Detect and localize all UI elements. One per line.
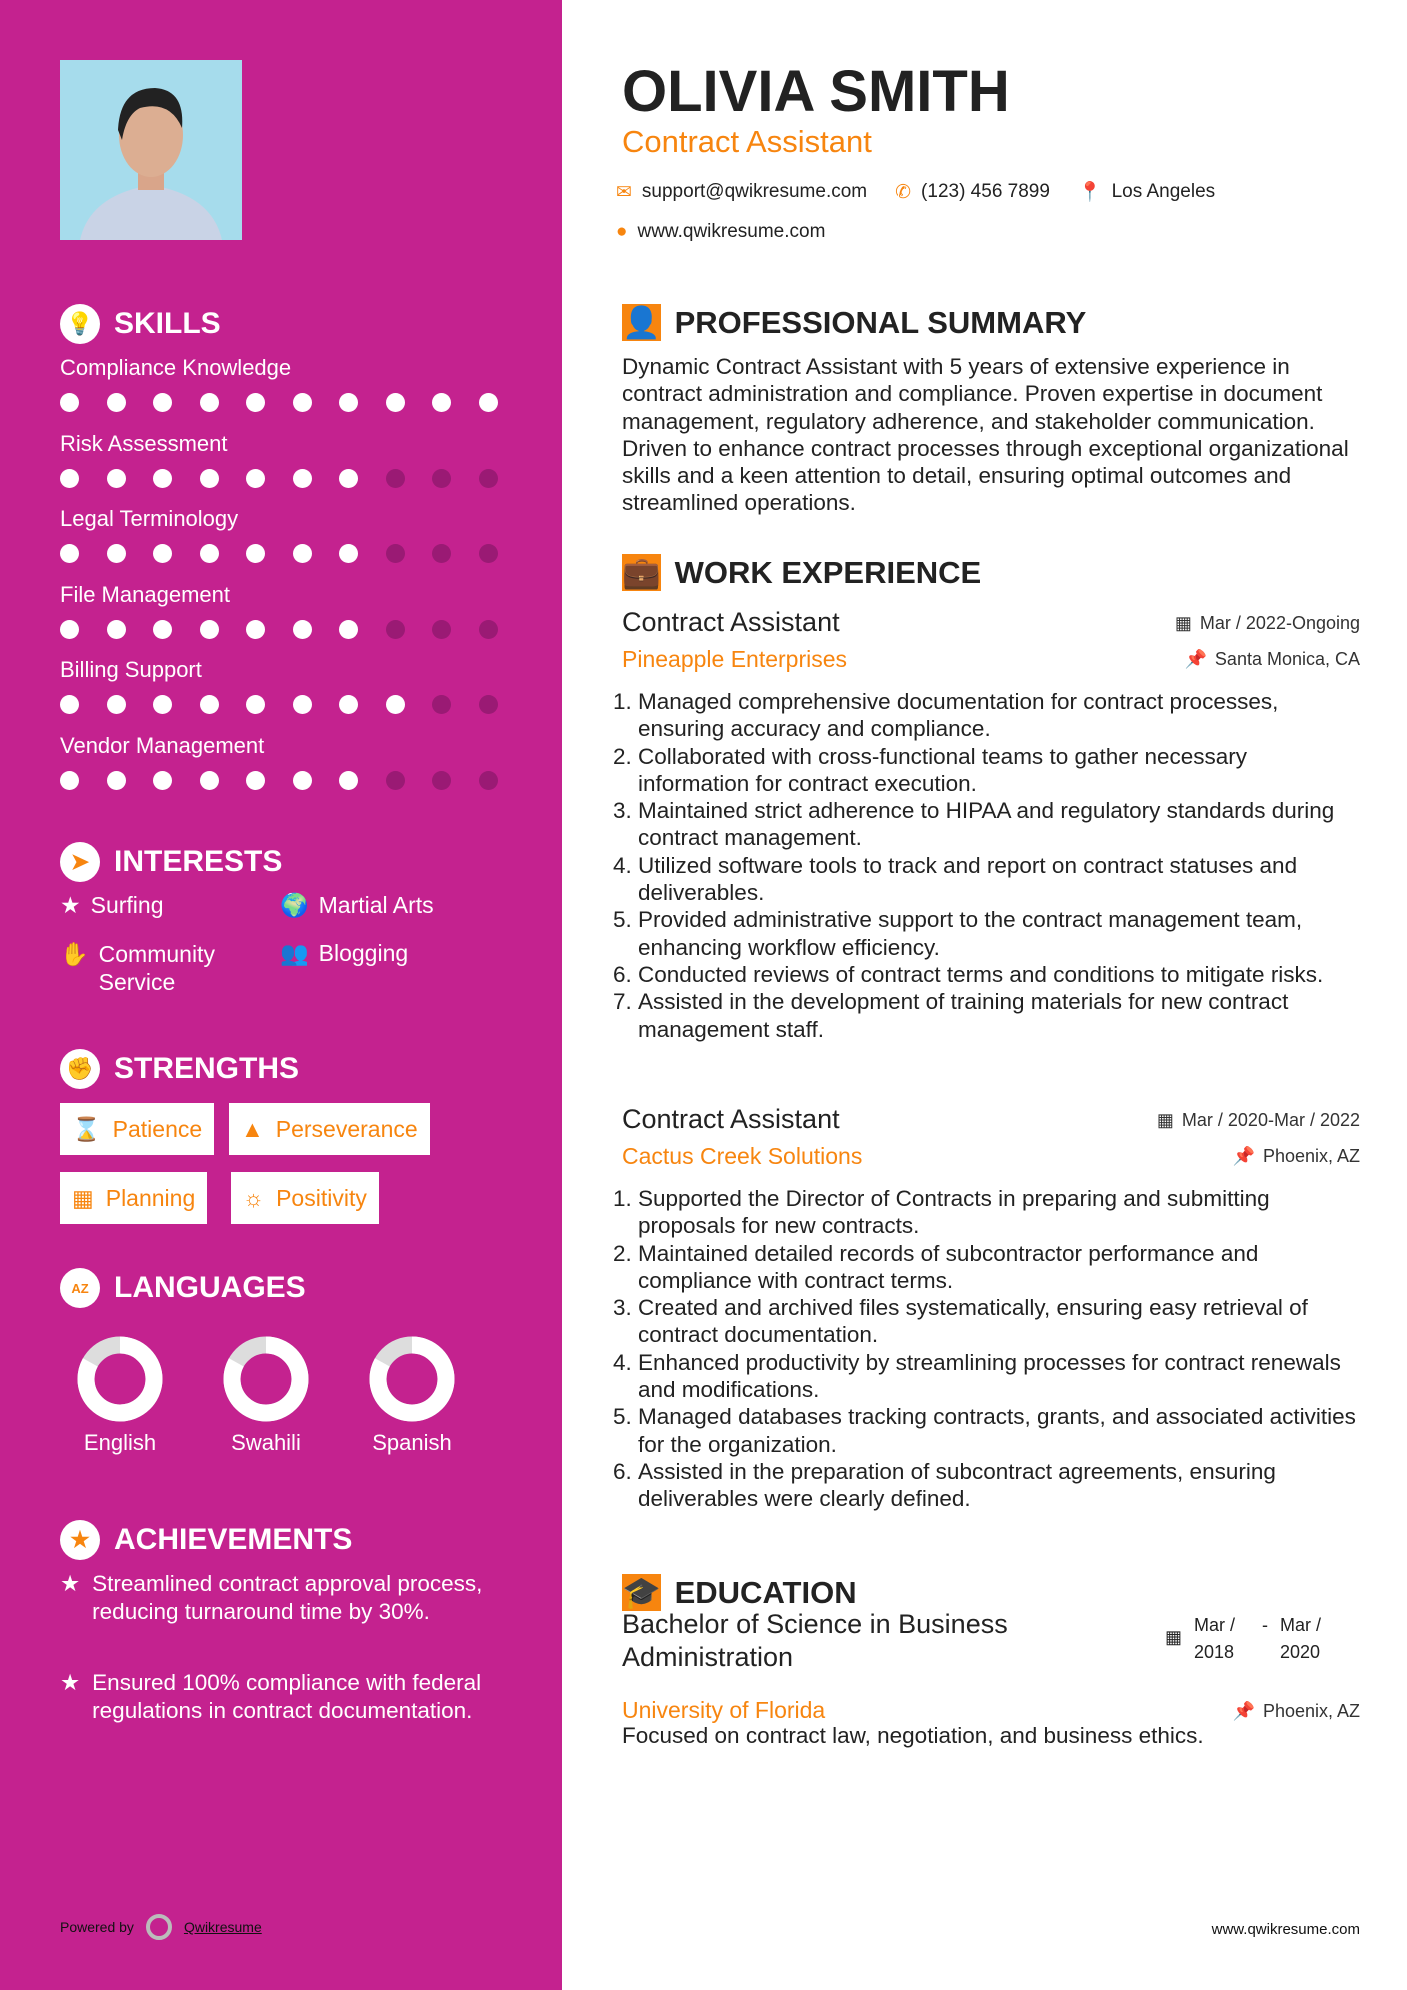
candidate-name: OLIVIA SMITH xyxy=(622,59,1010,124)
bullet-item: 4. Utilized software tools to track and report on contract statuses and deliverables. xyxy=(638,852,1358,907)
star-icon: ★ xyxy=(60,892,81,918)
website-row xyxy=(616,221,825,243)
rating-dot xyxy=(107,771,126,790)
education-location: 📌 Phoenix, AZ xyxy=(1232,1701,1360,1721)
calendar-icon: ▦ xyxy=(1165,1627,1183,1647)
calendar-icon: ▦ xyxy=(1156,1110,1174,1130)
rating-dot xyxy=(432,469,451,488)
fist-icon: ✊ xyxy=(60,1049,100,1089)
rating-dot xyxy=(339,771,358,790)
rating-dot xyxy=(479,393,498,412)
rating-dot xyxy=(200,771,219,790)
qwikresume-logo-icon xyxy=(146,1914,172,1940)
road-icon: ▲ xyxy=(241,1115,264,1142)
rating-dot xyxy=(479,469,498,488)
achievement-item: ★ Streamlined contract approval process, reducing turnaround time by 30%. xyxy=(60,1571,483,1624)
rating-dot xyxy=(432,771,451,790)
rating-dot xyxy=(107,620,126,639)
job-location: 📌 Phoenix, AZ xyxy=(1232,1146,1360,1166)
job-bullets xyxy=(618,1185,1358,1513)
website-link[interactable]: www.qwikresume.com xyxy=(637,221,826,242)
rating-dot xyxy=(60,544,79,563)
rating-dot xyxy=(479,771,498,790)
rating-dot xyxy=(246,695,265,714)
strength-badge: ▦ Planning xyxy=(60,1172,207,1224)
rating-dot xyxy=(479,544,498,563)
rating-dot xyxy=(107,393,126,412)
rating-dot xyxy=(386,771,405,790)
rating-dot xyxy=(432,620,451,639)
rating-dot xyxy=(339,469,358,488)
rating-dot xyxy=(293,695,312,714)
education-dates: ▦ Mar / 2018 - Mar / 2020 xyxy=(1165,1612,1336,1666)
education-description: Focused on contract law, negotiation, and business ethics. xyxy=(622,1723,1204,1748)
job-title: Contract Assistant xyxy=(622,1104,840,1134)
rating-dot xyxy=(200,469,219,488)
envelope-icon: ✉ xyxy=(616,181,632,203)
bullet-item: 6. Assisted in the preparation of subcontract agreements, ensuring deliverables were clearly defined. xyxy=(638,1458,1358,1513)
rating-dot xyxy=(107,695,126,714)
skill-rating xyxy=(60,469,498,488)
interest-item: ★ Surfing xyxy=(60,892,164,918)
globe-icon: 🌍 xyxy=(280,892,309,918)
paper-plane-icon: ➤ xyxy=(60,842,100,882)
briefcase-icon: 💼 xyxy=(622,555,661,590)
skill-name: Vendor Management xyxy=(60,732,265,758)
bullet-item: 4. Enhanced productivity by streamlining processes for contract renewals and modifications. xyxy=(638,1349,1358,1404)
calendar-icon: ▦ xyxy=(72,1184,94,1211)
bullet-item: 3. Created and archived files systematically, ensuring easy retrieval of contract documentation. xyxy=(638,1294,1358,1349)
skill-name: Risk Assessment xyxy=(60,430,228,456)
rating-dot xyxy=(153,695,172,714)
map-pin-icon: 📍 xyxy=(1077,182,1102,203)
language-name: Spanish xyxy=(372,1430,452,1455)
job-title: Contract Assistant xyxy=(622,607,840,637)
rating-dot xyxy=(386,544,405,563)
rating-dot xyxy=(293,620,312,639)
rating-dot xyxy=(153,620,172,639)
bullet-item: 5. Managed databases tracking contracts, grants, and associated activities for the organization. xyxy=(638,1403,1358,1458)
interest-item: 🌍 Martial Arts xyxy=(280,892,434,918)
strength-badge: ☼ Positivity xyxy=(231,1172,379,1224)
sun-icon: ☼ xyxy=(243,1184,265,1211)
skill-rating xyxy=(60,544,498,563)
rating-dot xyxy=(200,393,219,412)
skill-name: Billing Support xyxy=(60,657,202,682)
rating-dot xyxy=(246,393,265,412)
job-dates: ▦ Mar / 2022-Ongoing xyxy=(1174,613,1360,633)
rating-dot xyxy=(386,620,405,639)
strength-badge: ▲ Perseverance xyxy=(229,1103,430,1155)
star-icon: ★ xyxy=(60,1571,81,1596)
job-title: Contract Assistant xyxy=(622,124,872,159)
pin-icon: 📌 xyxy=(1184,649,1207,669)
rating-dot xyxy=(432,393,451,412)
rating-dot xyxy=(246,771,265,790)
language-name: Swahili xyxy=(231,1430,301,1455)
users-icon: 👥 xyxy=(280,940,309,966)
rating-dot xyxy=(293,544,312,563)
rating-dot xyxy=(293,469,312,488)
skill-name: File Management xyxy=(60,581,230,607)
rating-dot xyxy=(386,469,405,488)
graduation-cap-icon: 🎓 xyxy=(622,1575,661,1610)
award-icon: ★ xyxy=(60,1520,100,1560)
rating-dot xyxy=(60,620,79,639)
achievement-item: ★ Ensured 100% compliance with federal regulations in contract documentation. xyxy=(60,1670,482,1723)
rating-dot xyxy=(339,695,358,714)
calendar-icon: ▦ xyxy=(1174,613,1192,633)
contact-row: ✉ support@qwikresume.com ✆ (123) 456 7899 📍 Los Angeles xyxy=(616,181,1216,203)
skill-rating xyxy=(60,695,498,714)
rating-dot xyxy=(153,469,172,488)
translate-icon: AZ xyxy=(60,1268,100,1308)
rating-dot xyxy=(246,620,265,639)
skill-rating xyxy=(60,771,498,790)
rating-dot xyxy=(60,393,79,412)
rating-dot xyxy=(60,771,79,790)
powered-by: Powered by Qwikresume xyxy=(60,1914,262,1940)
education-heading: 🎓 EDUCATION xyxy=(622,1574,857,1610)
rating-dot xyxy=(339,544,358,563)
bullet-item: 1. Supported the Director of Contracts in preparing and submitting proposals for new contracts. xyxy=(638,1185,1358,1240)
strengths-heading: ✊ STRENGTHS xyxy=(60,1049,299,1089)
rating-dot xyxy=(60,695,79,714)
interest-item: 👥 Blogging xyxy=(280,940,409,966)
company-name: Pineapple Enterprises xyxy=(622,646,848,672)
rating-dot xyxy=(479,620,498,639)
interest-item: ✋ Community Service xyxy=(60,941,215,995)
job-bullets xyxy=(618,688,1358,1043)
rating-dot xyxy=(153,393,172,412)
rating-dot xyxy=(339,620,358,639)
sidebar xyxy=(0,0,562,1990)
pin-icon: 📌 xyxy=(1232,1146,1255,1166)
date-separator: - xyxy=(1262,1615,1269,1635)
job-dates: ▦ Mar / 2020-Mar / 2022 xyxy=(1156,1110,1360,1130)
skill-name: Legal Terminology xyxy=(60,506,239,531)
rating-dot xyxy=(293,393,312,412)
bullet-item: 2. Collaborated with cross-functional teams to gather necessary information for contract execution. xyxy=(638,743,1358,798)
hourglass-icon: ⌛ xyxy=(72,1115,101,1142)
languages-heading: AZ LANGUAGES xyxy=(60,1268,306,1308)
degree: Bachelor of Science in Business Administration xyxy=(622,1609,1008,1672)
rating-dot xyxy=(479,695,498,714)
rating-dot xyxy=(246,544,265,563)
job-location: 📌 Santa Monica, CA xyxy=(1184,649,1360,669)
user-icon: 👤 xyxy=(622,305,661,340)
skill-name: Compliance Knowledge xyxy=(60,355,292,380)
skills-heading: 💡 SKILLS xyxy=(60,304,221,344)
language-name: English xyxy=(83,1430,157,1455)
language-donut xyxy=(223,1336,309,1422)
achievements-heading: ★ ACHIEVEMENTS xyxy=(60,1520,352,1560)
rating-dot xyxy=(386,393,405,412)
skill-rating xyxy=(60,620,498,639)
rating-dot xyxy=(432,544,451,563)
rating-dot xyxy=(153,544,172,563)
star-icon: ★ xyxy=(60,1670,81,1695)
rating-dot xyxy=(200,695,219,714)
hand-icon: ✋ xyxy=(60,941,89,967)
rating-dot xyxy=(246,469,265,488)
skill-rating xyxy=(60,393,498,412)
bullet-item: 7. Assisted in the development of training materials for new contract management staff. xyxy=(638,988,1358,1043)
phone-icon: ✆ xyxy=(895,181,912,203)
footer-url: www.qwikresume.com xyxy=(1211,1921,1360,1938)
globe-icon: ● xyxy=(616,221,628,242)
rating-dot xyxy=(107,469,126,488)
bullet-item: 1. Managed comprehensive documentation for contract processes, ensuring accuracy and compliance. xyxy=(638,688,1358,743)
strength-badge: ⌛ Patience xyxy=(60,1103,214,1155)
rating-dot xyxy=(432,695,451,714)
email-link[interactable]: support@qwikresume.com xyxy=(641,181,868,202)
language-donut xyxy=(369,1336,455,1422)
school: University of Florida xyxy=(622,1697,826,1723)
rating-dot xyxy=(339,393,358,412)
rating-dot xyxy=(107,544,126,563)
bullet-item: 6. Conducted reviews of contract terms and conditions to mitigate risks. xyxy=(638,961,1358,988)
rating-dot xyxy=(200,544,219,563)
summary-heading: 👤 PROFESSIONAL SUMMARY xyxy=(622,304,1087,340)
language-donut xyxy=(77,1336,163,1422)
rating-dot xyxy=(386,695,405,714)
bullet-item: 2. Maintained detailed records of subcontractor performance and compliance with contract terms. xyxy=(638,1240,1358,1295)
rating-dot xyxy=(153,771,172,790)
pin-icon: 📌 xyxy=(1232,1701,1255,1721)
interests-heading: ➤ INTERESTS xyxy=(60,842,282,882)
experience-heading: 💼 WORK EXPERIENCE xyxy=(622,554,982,590)
lightbulb-icon: 💡 xyxy=(60,304,100,344)
summary-text: Dynamic Contract Assistant with 5 years of extensive experience in contract administration and compliance. Proven expertise in document management, regulatory adherence, and stakeholder communication. Driven to enhance contract processes through exceptional organizational skills and a keen attention to detail, ensuring optimal outcomes and streamlined operations. xyxy=(622,354,1349,516)
company-name: Cactus Creek Solutions xyxy=(622,1143,863,1169)
profile-photo xyxy=(60,60,242,240)
qwikresume-link[interactable]: Qwikresume xyxy=(183,1919,262,1935)
rating-dot xyxy=(200,620,219,639)
bullet-item: 5. Provided administrative support to the contract management team, enhancing workflow efficiency. xyxy=(638,906,1358,961)
rating-dot xyxy=(293,771,312,790)
bullet-item: 3. Maintained strict adherence to HIPAA and regulatory standards during contract management. xyxy=(638,797,1358,852)
rating-dot xyxy=(60,469,79,488)
